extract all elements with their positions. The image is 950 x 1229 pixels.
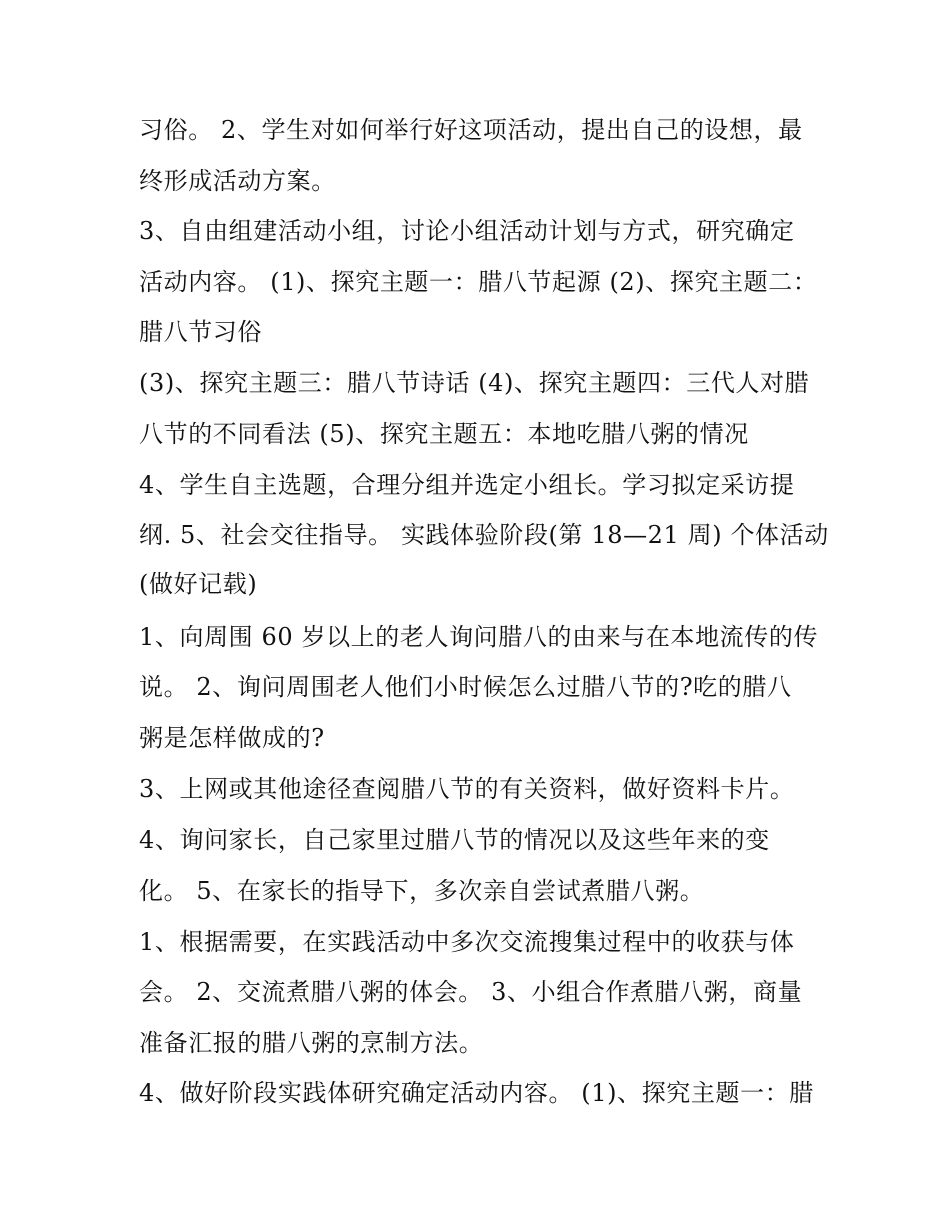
- text-line: 1、向周围 60 岁以上的老人询问腊八的由来与在本地流传的传: [139, 623, 819, 651]
- text-line: 八节的不同看法 (5)、探究主题五：本地吃腊八粥的情况: [139, 420, 749, 448]
- text-line: 3、上网或其他途径查阅腊八节的有关资料，做好资料卡片。: [139, 775, 795, 803]
- text-line: 终形成活动方案。: [139, 167, 336, 195]
- text-line: (做好记载): [139, 570, 258, 598]
- text-line: 会。 2、交流煮腊八粥的体会。 3、小组合作煮腊八粥，商量: [139, 978, 803, 1006]
- text-line: 活动内容。 (1)、探究主题一：腊八节起源 (2)、探究主题二：: [139, 268, 818, 296]
- text-line: 1、根据需要，在实践活动中多次交流搜集过程中的收获与体: [139, 928, 795, 956]
- text-line: 腊八节习俗: [139, 318, 262, 346]
- text-line: 4、做好阶段实践体研究确定活动内容。 (1)、探究主题一：腊: [139, 1079, 814, 1107]
- text-line: 纲. 5、社会交往指导。 实践体验阶段(第 18—21 周) 个体活动: [139, 521, 829, 549]
- text-line: (3)、探究主题三：腊八节诗话 (4)、探究主题四：三代人对腊: [139, 369, 810, 397]
- text-line: 习俗。 2、学生对如何举行好这项活动，提出自己的设想，最: [139, 116, 803, 144]
- text-line: 4、学生自主选题，合理分组并选定小组长。学习拟定采访提: [139, 471, 795, 499]
- text-line: 粥是怎样做成的?: [139, 724, 325, 752]
- text-line: 4、询问家长，自己家里过腊八节的情况以及这些年来的变: [139, 826, 770, 854]
- text-line: 说。 2、询问周围老人他们小时候怎么过腊八节的?吃的腊八: [139, 673, 792, 701]
- text-line: 化。 5、在家长的指导下，多次亲自尝试煮腊八粥。: [139, 877, 705, 905]
- text-line: 准备汇报的腊八粥的烹制方法。: [139, 1029, 484, 1057]
- text-line: 3、自由组建活动小组，讨论小组活动计划与方式，研究确定: [139, 217, 795, 245]
